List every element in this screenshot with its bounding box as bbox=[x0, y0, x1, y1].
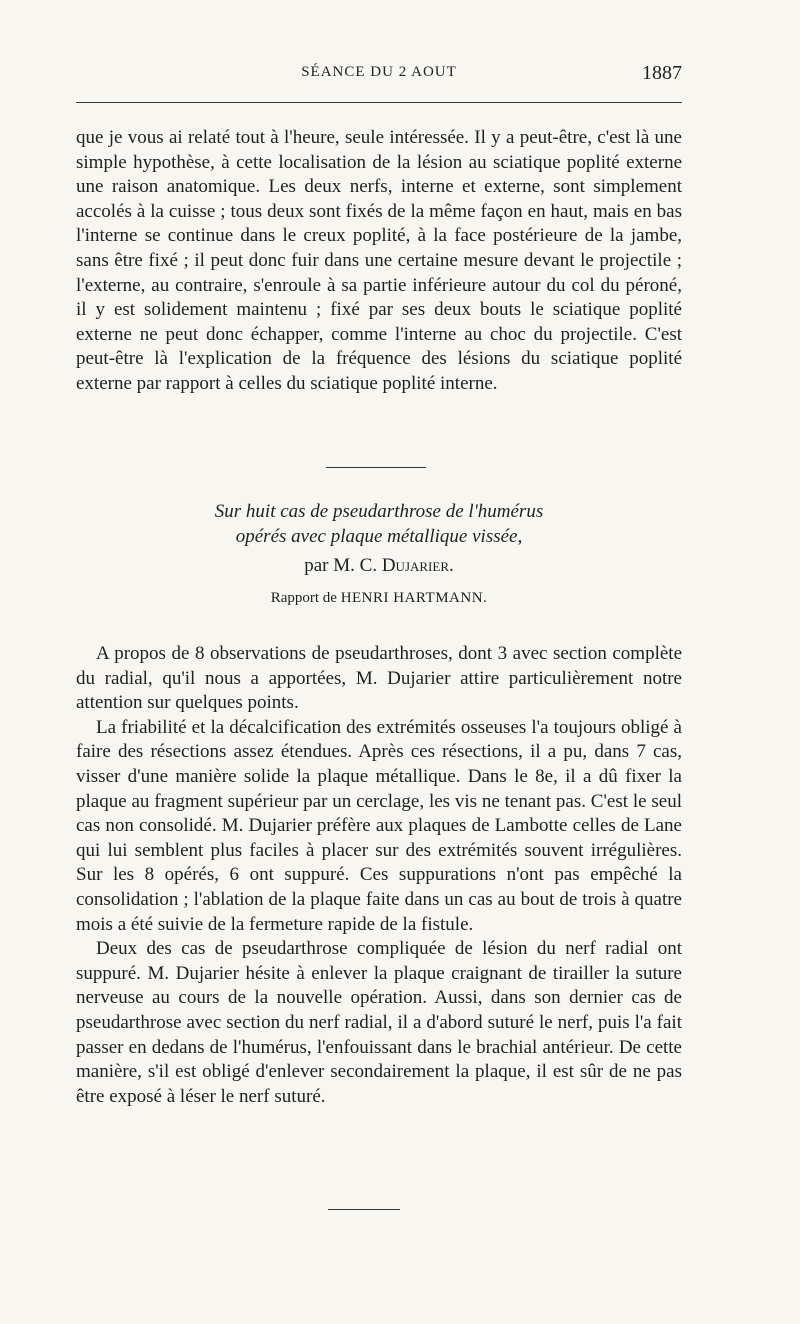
article-author bbox=[76, 553, 682, 578]
running-header bbox=[76, 62, 682, 90]
report-name: HENRI HARTMANN. bbox=[340, 590, 488, 606]
article-title-line-2: opérés avec plaque métallique vissée, bbox=[235, 526, 523, 547]
page-number: 1887 bbox=[642, 62, 682, 84]
report-prefix: Rapport de bbox=[270, 590, 341, 606]
article-report-line bbox=[76, 588, 682, 608]
body-paragraph-3: Deux des cas de pseudarthrose compliquée de lésion du nerf radial ont suppuré. M. Dujarier hésite à enlever la plaque craignant de tirailler la suture nerveuse au cours de la nouvelle opération. Aussi, dans son dernier cas de pseudarthrose avec section du nerf radial, il a d'abord suturé le nerf, puis l'a fait passer en dedans de l'humérus, l'enfouissant dans le brachial antérieur. De cette manière, s'il est obligé d'enlever secondairement la plaque, il est sûr de ne pas être exposé à léser le nerf suturé. bbox=[76, 938, 682, 1107]
article-body bbox=[76, 642, 682, 1109]
section-divider bbox=[326, 467, 426, 468]
author-name: Dujarier. bbox=[381, 555, 454, 576]
body-paragraph-1: A propos de 8 observations de pseudarthroses, dont 3 avec section complète du radial, qu'il nous a apportées, M. Dujarier attire particulièrement notre attention sur quelques points. bbox=[76, 643, 682, 714]
opening-paragraph: que je vous ai relaté tout à l'heure, seule intéressée. Il y a peut-être, c'est là une simple hypothèse, à cette localisation de la lésion au sciatique poplité externe une raison anatomique. Les deux nerfs, interne et externe, sont simplement accolés à la cuisse ; tous deux sont fixés de la même façon en haut, mais en bas l'interne se continue dans le creux poplité, à la face postérieure de la jambe, sans être fixé ; il peut donc fuir dans une certaine mesure devant le projectile ; l'externe, au contraire, s'enroule à sa partie inférieure autour du col du péroné, il y est solidement maintenu ; fixé par ses deux bouts le sciatique poplité externe ne peut donc échapper, comme l'interne au choc du projectile. C'est peut-être là l'explication de la fréquence des lésions du sciatique poplité externe par rapport à celles du sciatique poplité interne. bbox=[76, 127, 682, 394]
author-prefix: par M. C. bbox=[304, 555, 382, 576]
end-divider bbox=[328, 1209, 400, 1210]
body-paragraph-2: La friabilité et la décalcification des extrémités osseuses l'a toujours obligé à faire des résections assez étendues. Après ces résections, il a pu, dans 7 cas, visser d'une manière solide la plaque métallique. Dans le 8e, il a dû fixer la plaque au fragment supérieur par un cerclage, les vis ne tenant pas. C'est le seul cas non consolidé. M. Dujarier préfère aux plaques de Lambotte celles de Lane qui lui semblent plus faciles à placer sur des extrémités souvent irrégulières. Sur les 8 opérés, 6 ont suppuré. Ces suppurations n'ont pas empêché la consolidation ; l'ablation de la plaque faite dans un cas au bout de trois à quatre mois a été suivie de la fermeture rapide de la fistule. bbox=[76, 716, 682, 935]
page-content bbox=[76, 62, 682, 1107]
header-rule bbox=[76, 102, 682, 103]
article-heading bbox=[76, 499, 682, 608]
running-title: SÉANCE DU 2 AOUT bbox=[301, 64, 457, 80]
article-title-line-1: Sur huit cas de pseudarthrose de l'humérus bbox=[214, 501, 544, 522]
